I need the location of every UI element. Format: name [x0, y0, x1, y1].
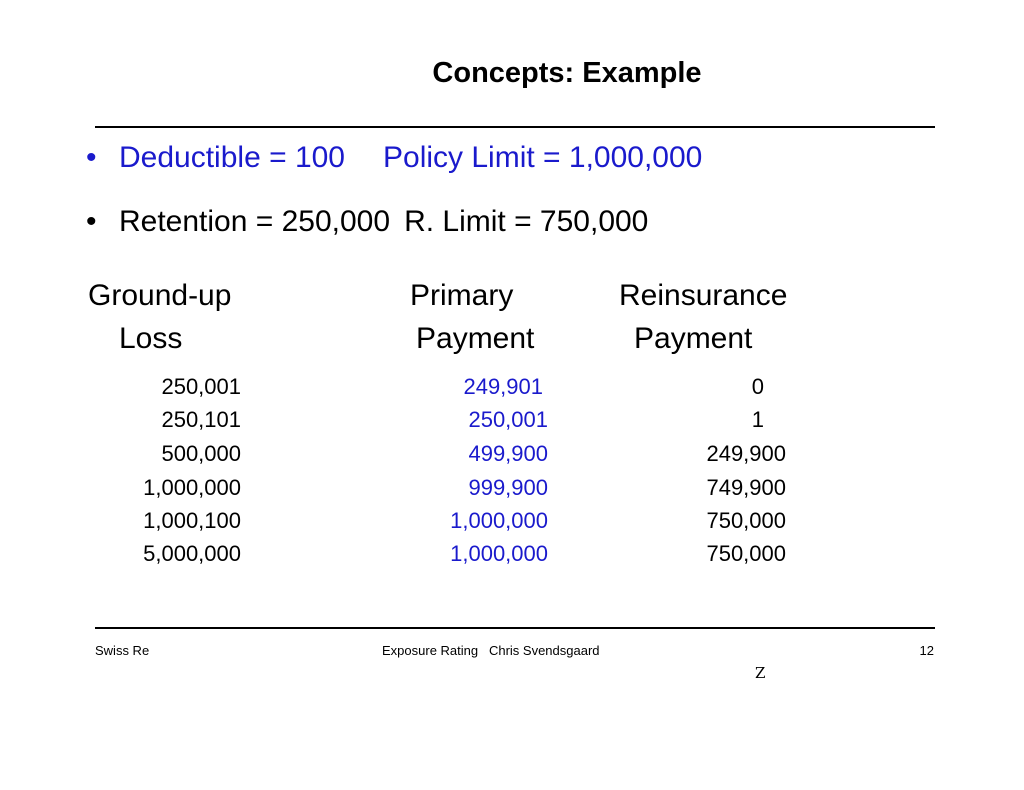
row-1-loss: 250,001	[161, 374, 241, 399]
header-primary: Primary	[410, 279, 514, 312]
bullet-marker: •	[86, 141, 97, 174]
footer-page-number: 12	[919, 643, 934, 658]
row-4-loss: 1,000,000	[143, 475, 241, 500]
row-4-reinsurance: 749,900	[706, 475, 786, 500]
row-3-reinsurance: 249,900	[706, 441, 786, 466]
row-2-primary: 250,001	[468, 407, 548, 432]
bottom-divider	[95, 627, 935, 629]
header-ground-up: Ground-up	[88, 279, 232, 312]
row-2-reinsurance: 1	[751, 407, 764, 432]
row-6-loss: 5,000,000	[143, 541, 241, 566]
footer-mark: Z	[755, 664, 766, 682]
row-4-primary: 999,900	[468, 475, 548, 500]
footer-company: Swiss Re	[95, 643, 150, 658]
row-5-primary: 1,000,000	[450, 508, 548, 533]
row-1-reinsurance: 0	[751, 374, 764, 399]
footer-title: Exposure Rating Chris Svendsgaard	[382, 643, 600, 658]
top-divider	[95, 126, 935, 128]
slide-title: Concepts: Example	[432, 57, 702, 89]
deductible-text: Deductible = 100	[119, 141, 345, 174]
bullet-marker: •	[86, 205, 97, 238]
bullet-retention	[86, 205, 648, 239]
row-6-reinsurance: 750,000	[706, 541, 786, 566]
retention-text: Retention = 250,000	[119, 205, 391, 238]
policy-limit-text: Policy Limit = 1,000,000	[383, 141, 703, 174]
header-reinsurance-payment: Payment	[634, 322, 753, 355]
row-3-primary: 499,900	[468, 441, 548, 466]
row-6-primary: 1,000,000	[450, 541, 548, 566]
row-2-loss: 250,101	[161, 407, 241, 432]
row-3-loss: 500,000	[161, 441, 241, 466]
bullet-deductible	[86, 141, 702, 175]
row-5-reinsurance: 750,000	[706, 508, 786, 533]
row-1-primary: 249,901	[463, 374, 543, 399]
reinsurance-limit-text: R. Limit = 750,000	[404, 205, 649, 238]
header-reinsurance: Reinsurance	[619, 279, 788, 312]
header-loss: Loss	[119, 322, 183, 355]
row-5-loss: 1,000,100	[143, 508, 241, 533]
header-primary-payment: Payment	[416, 322, 535, 355]
